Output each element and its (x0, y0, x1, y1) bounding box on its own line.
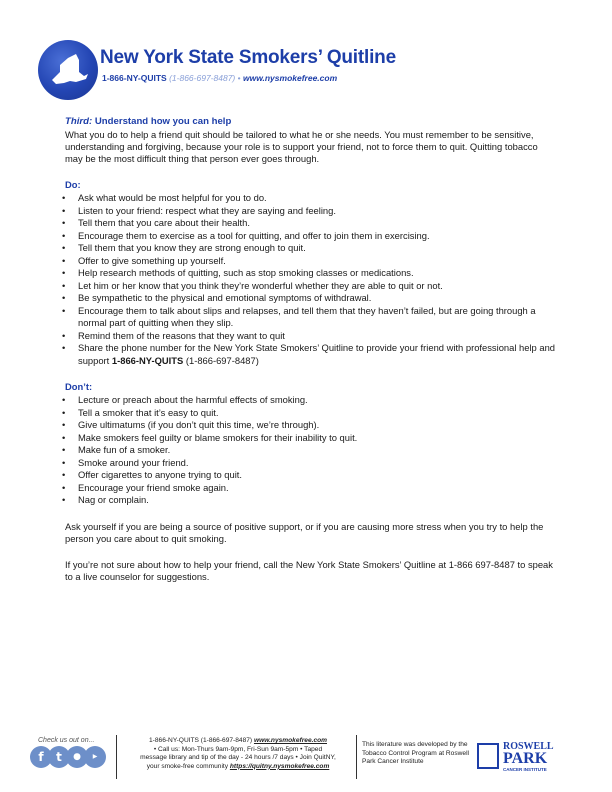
list-item: • Remind them of the reasons that they want to quit (62, 329, 285, 341)
list-item: • Be sympathetic to the physical and emotional symptoms of withdrawal. (62, 292, 372, 303)
footer-hours: • Call us: Mon-Thurs 9am-9pm, Fri-Sun 9am-5pm • Taped (153, 745, 323, 753)
facebook-icon[interactable]: f (30, 746, 52, 768)
list-item: • Share the phone number for the New York State Smokers’ Quitline to provide your friend with professional help and support 1-866-NY-QUITS (1-866-697-8487) (62, 342, 556, 366)
list-item: • Tell a smoker that it’s easy to quit. (62, 406, 219, 418)
nys-logo-icon (38, 40, 98, 100)
list-item: • Nag or complain. (62, 494, 149, 505)
flickr-icon[interactable]: ● (66, 746, 88, 768)
list-item: • Offer cigarettes to anyone trying to quit. (62, 469, 242, 480)
header-url-link[interactable]: www.nysmokefree.com (242, 73, 338, 83)
section-title: Understand how you can help (94, 116, 232, 127)
youtube-icon[interactable]: ▶ (84, 746, 106, 768)
list-item: • Give ultimatums (if you don’t quit this time, we’re through). (62, 419, 320, 430)
list-item: • Let him or her know that you think they’re wonderful whether they are able to quit or not. (62, 279, 443, 291)
footer-library: message library and tip of the day - 24 hours /7 days • Join QuitNY, (140, 754, 336, 762)
footer-community-link[interactable]: https://quitny.nysmokefree.com (229, 762, 330, 770)
footer-divider (356, 735, 357, 779)
list-item: • Lecture or preach about the harmful effects of smoking. (62, 394, 308, 405)
footer-community: your smoke-free community (146, 762, 229, 770)
list-item: • Help research methods of quitting, such as stop smoking classes or medications. (62, 267, 414, 278)
footer-url-link[interactable]: www.nysmokefree.com (253, 737, 327, 744)
twitter-icon[interactable]: t (48, 746, 70, 768)
list-item: • Tell them that you care about their health. (62, 217, 250, 228)
intro-paragraph: What you do to help a friend quit should be tailored to what he or she needs. You must remember to be sensitive, understanding and forgiving, because your role is to support your friend, not to force them to quit. Quitting tobacco may be the most difficult thing that person ever goes through. (65, 129, 538, 164)
list-item: • Ask what would be most helpful for you to do. (62, 192, 267, 203)
list-item: • Listen to your friend: respect what they are saying and feeling. (62, 204, 336, 216)
footer-phone: 1-866-NY-QUITS (1-866-697-8487) (149, 737, 253, 744)
quitline-number: 1-866-NY-QUITS (111, 354, 184, 366)
list-item: • Smoke around your friend. (62, 456, 189, 468)
list-item: • Offer to give something up yourself. (62, 254, 226, 266)
page-title: New York State Smokers’ Quitline (100, 47, 396, 68)
page-footer (30, 735, 590, 780)
main-content (62, 116, 556, 583)
header-phone-alt: (1-866-697-8487) (169, 73, 236, 83)
social-icons (30, 746, 108, 772)
list-item: • Encourage them to exercise as a tool for quitting, and offer to join them in exercising. (62, 229, 430, 241)
footer-credit: This literature was developed by the Tobacco Control Program at Roswell Park Cancer Institute (362, 741, 470, 766)
roswell-park-logo: ROSWELL PARK CANCER INSTITUTE (477, 741, 587, 773)
do-heading: Do: (65, 179, 81, 190)
roswell-park-logo-icon (477, 743, 499, 769)
dont-list (62, 394, 555, 507)
quitline-header (38, 40, 398, 100)
list-item: • Encourage your friend smoke again. (62, 481, 229, 493)
do-list (62, 192, 556, 367)
footer-contact-info (123, 737, 353, 771)
footer-divider (116, 735, 117, 779)
list-item: • Make smokers feel guilty or blame smokers for their inability to quit. (62, 431, 358, 443)
header-phone: 1-866-NY-QUITS (102, 73, 167, 83)
section-heading (65, 116, 555, 128)
header-separator: • (237, 73, 241, 83)
check-us-label: Check us out on... (38, 737, 95, 744)
quitline-number-alt: (1-866-697-8487) (185, 354, 259, 366)
closing-paragraph-1: Ask yourself if you are being a source of positive support, or if you are causing more stress when you try to help the person you care about to quit smoking. (65, 520, 544, 544)
list-item: • Tell them that you know they are strong enough to quit. (62, 242, 306, 253)
list-item: • Encourage them to talk about slips and relapses, and tell them that they haven’t failed, but are going through a normal part of quitting when they slip. (62, 304, 536, 328)
closing-paragraph-2: If you’re not sure about how to help your friend, call the New York State Smokers’ Quitline at 1-866 697-8487 to speak to a live counselor for suggestions. (65, 558, 553, 582)
list-item: • Make fun of a smoker. (62, 444, 171, 455)
header-contact-line (102, 73, 337, 83)
section-label: Third: (65, 116, 93, 127)
dont-heading: Don’t: (65, 381, 93, 392)
